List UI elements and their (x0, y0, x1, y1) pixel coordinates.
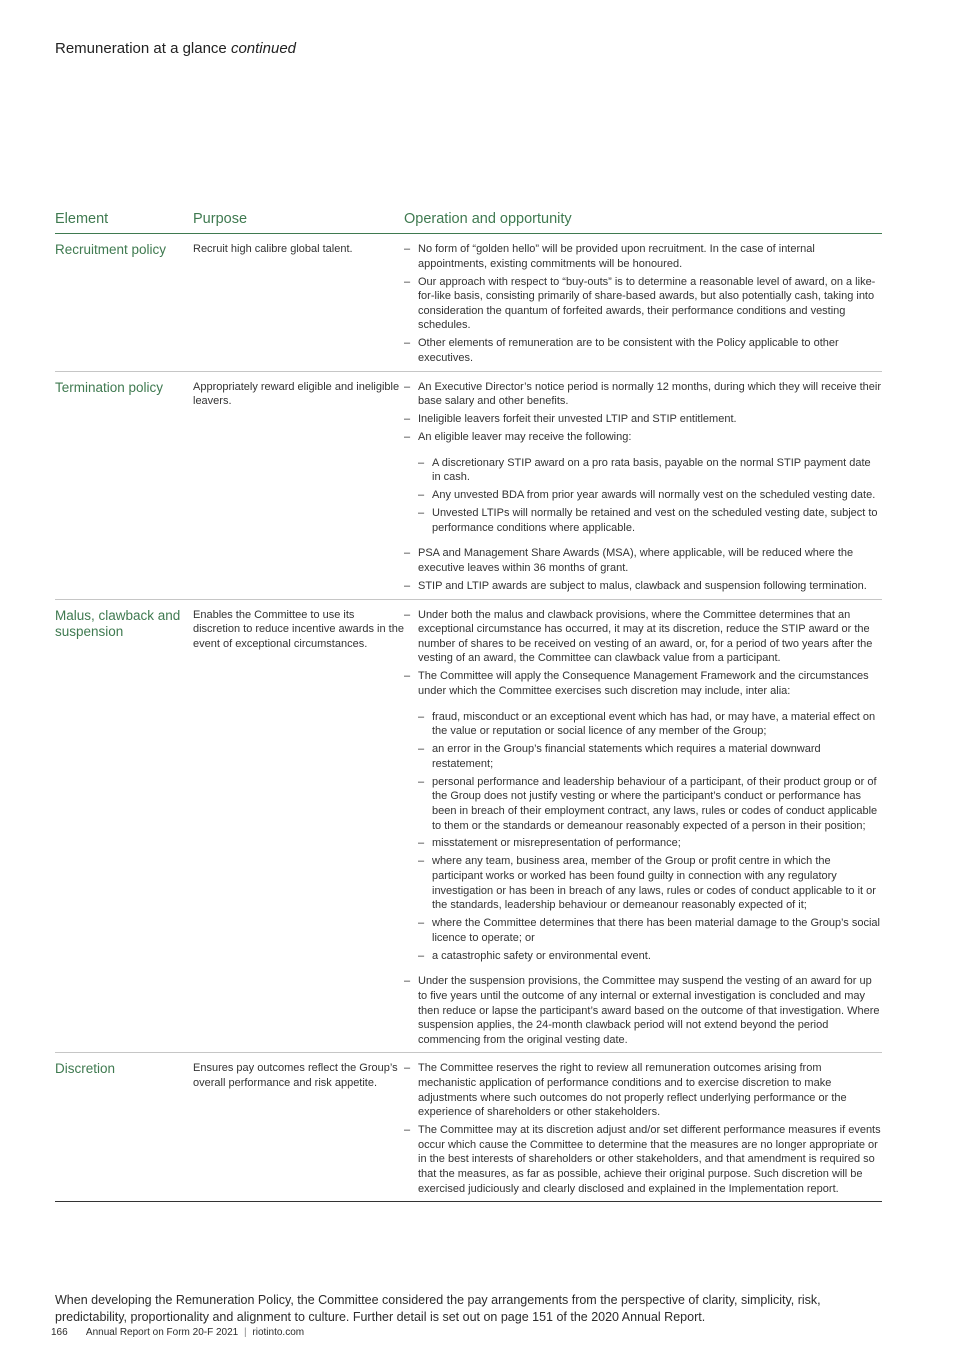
column-header-operation: Operation and opportunity (404, 207, 882, 234)
table-row (55, 1053, 882, 1202)
policy-table (55, 207, 882, 1202)
purpose-cell: Enables the Committee to use its discretion to reduce incentive awards in the event of exceptional circumstances. (193, 599, 404, 1053)
sub-list-item: – where any team, business area, member of the Group or profit centre in which the participant works or worked has been found guilty in connection with any regulatory investigation or has been in breach of any laws, rules or codes of conduct applicable to it or the standards, leadership behaviour or demeanour reasonably expected of it; (418, 854, 882, 912)
page-title-suffix: continued (230, 40, 297, 57)
list-item: – The Committee will apply the Consequence Management Framework and the circumstances under which the Committee exercises such discretion may include, inter alia: (404, 669, 882, 698)
element-cell: Termination policy (55, 371, 193, 599)
sub-list-item: – A discretionary STIP award on a pro rata basis, payable on the normal STIP payment date in cash. (418, 456, 882, 485)
operation-cell (404, 599, 882, 1053)
sub-list-item: – fraud, misconduct or an exceptional event which has had, or may have, a material effect on the value or reputation or social licence of any member of the Group; (418, 710, 882, 739)
sub-list-item: – Any unvested BDA from prior year awards will normally vest on the scheduled vesting date. (418, 488, 882, 503)
column-header-purpose: Purpose (193, 207, 404, 234)
publication-name: Annual Report on Form 20-F 2021 (85, 1327, 239, 1338)
list-item: – The Committee may at its discretion adjust and/or set different performance measures if events occur which cause the Committee to determine that the measures are no longer appropriate or in the best interests of shareholders or other stakeholders, and that amendment is required so that the measures, as far as possible, achieve their original purpose. Such discretion will be exercised judiciously and clearly disclosed and explained in the Implementation report. (404, 1123, 882, 1196)
page-header (55, 40, 296, 57)
list-item: – An eligible leaver may receive the following: (404, 430, 882, 445)
list-item: – Other elements of remuneration are to be consistent with the Policy applicable to other executives. (404, 336, 882, 365)
list-item: – No form of “golden hello” will be provided upon recruitment. In the case of internal appointments, existing commitments will be honoured. (404, 242, 882, 271)
element-cell: Malus, clawback and suspension (55, 599, 193, 1053)
website-link[interactable]: riotinto.com (252, 1327, 305, 1338)
purpose-cell: Recruit high calibre global talent. (193, 234, 404, 372)
list-item: – Our approach with respect to “buy-outs” is to determine a reasonable level of award, on a like-for-like basis, consisting primarily of share-based awards, but also potentially cash, taking into consideration the quantum of forfeited awards, their performance conditions and vesting schedules. (404, 275, 882, 333)
list-item: – An Executive Director’s notice period is normally 12 months, during which they will receive their base salary and other benefits. (404, 380, 882, 409)
sub-list-item: – misstatement or misrepresentation of performance; (418, 836, 882, 851)
purpose-cell: Ensures pay outcomes reflect the Group’s overall performance and risk appetite. (193, 1053, 404, 1202)
element-cell: Discretion (55, 1053, 193, 1202)
page-title: Remuneration at a glance (55, 40, 227, 57)
sub-list-item: – Unvested LTIPs will normally be retained and vest on the scheduled vesting date, subject to performance conditions where applicable. (418, 506, 882, 535)
sub-list-item: – an error in the Group’s financial statements which requires a material downward restatement; (418, 742, 882, 771)
element-cell: Recruitment policy (55, 234, 193, 372)
operation-cell (404, 1053, 882, 1202)
sub-list-item: – a catastrophic safety or environmental event. (418, 949, 882, 964)
list-item: – PSA and Management Share Awards (MSA), where applicable, will be reduced where the executive leaves within 36 months of grant. (404, 546, 882, 575)
operation-list (404, 242, 882, 366)
operation-list (404, 546, 882, 593)
list-item: – Under both the malus and clawback provisions, where the Committee determines that an exceptional circumstance has occurred, it may at its discretion, reduce the STIP award or the number of shares to be received on vesting of an award, or, for a period of two years after the vesting of an award, the Committee can clawback value from a participant. (404, 608, 882, 666)
table-row (55, 371, 882, 599)
list-item: – The Committee reserves the right to review all remuneration outcomes arising from mechanistic application of performance conditions and to exercise discretion to make adjustments where such outcomes do not properly reflect underlying performance or the experience of shareholders or other stakeholders. (404, 1061, 882, 1119)
folio (51, 1327, 304, 1338)
table-header-row (55, 207, 882, 234)
folio-separator: | (244, 1327, 247, 1338)
operation-sublist (404, 456, 882, 536)
footer-note: When developing the Remuneration Policy, the Committee considered the pay arrangements from the perspective of clarity, simplicity, risk, predictability, proportionality and alignment to culture. Further detail is set out on page 151 of the 2020 Annual Report. (55, 1292, 821, 1324)
operation-list (404, 380, 882, 445)
operation-cell (404, 234, 882, 372)
sub-list-item: – where the Committee determines that there has been material damage to the Group’s social licence to operate; or (418, 916, 882, 945)
list-item: – Ineligible leavers forfeit their unvested LTIP and STIP entitlement. (404, 412, 882, 427)
table-row (55, 234, 882, 372)
list-item: – STIP and LTIP awards are subject to malus, clawback and suspension following termination. (404, 579, 882, 594)
operation-sublist (404, 710, 882, 964)
column-header-element: Element (55, 207, 193, 234)
operation-list (404, 1061, 882, 1196)
operation-cell (404, 371, 882, 599)
table-row (55, 599, 882, 1053)
operation-list (404, 608, 882, 699)
operation-list (404, 974, 882, 1047)
sub-list-item: – personal performance and leadership behaviour of a participant, of their product group or of the Group does not justify vesting or where the participant’s conduct or performance has been in breach of their employment contract, any laws, rules or codes of conduct applicable to them or the standards or demeanour reasonably expected of a person in their position; (418, 775, 882, 833)
page-number: 166 (51, 1327, 68, 1338)
list-item: – Under the suspension provisions, the Committee may suspend the vesting of an award for up to five years until the outcome of any internal or external investigation is concluded and may then reduce or lapse the participant’s award based on the outcome of that investigation. Where suspension applies, the 24-month clawback period will not extend beyond the period commencing from the original vesting date. (404, 974, 882, 1047)
purpose-cell: Appropriately reward eligible and ineligible leavers. (193, 371, 404, 599)
